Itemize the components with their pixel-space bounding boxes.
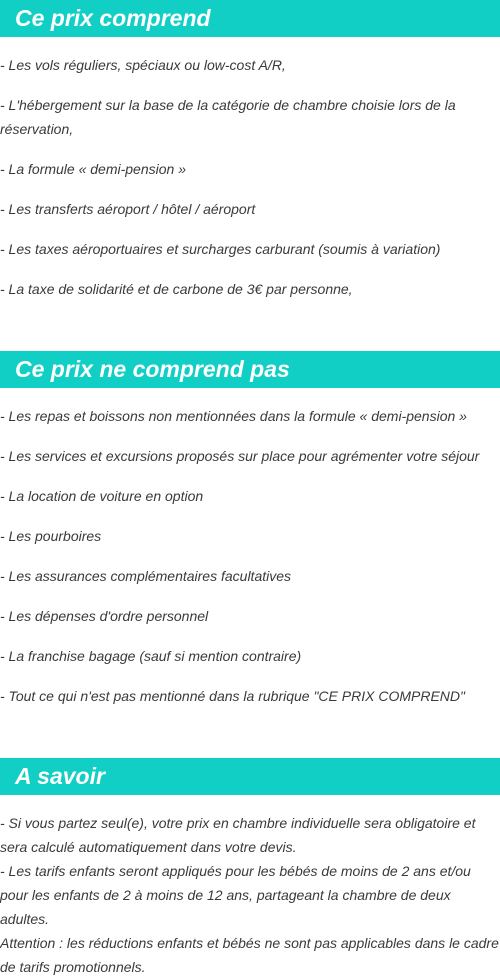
section-good-to-know-title: A savoir — [0, 758, 500, 795]
list-item: - Les assurances complémentaires facultatives — [0, 568, 292, 584]
section-included-title: Ce prix comprend — [0, 0, 500, 37]
list-item: - Les services et excursions proposés sur place pour agrémenter votre séjour — [0, 448, 480, 464]
list-item: - La formule « demi-pension » — [0, 161, 186, 177]
list-item: - Les transferts aéroport / hôtel / aéroport — [0, 201, 256, 217]
list-item: - Tout ce qui n'est pas mentionné dans la rubrique "CE PRIX COMPREND" — [0, 688, 465, 704]
list-item: Attention : les réductions enfants et bébés ne sont pas applicables dans le cadre de tarifs promotionnels. — [0, 935, 499, 975]
good-to-know-list — [0, 795, 500, 979]
section-included — [0, 0, 500, 301]
not-included-list — [0, 388, 500, 708]
list-item: - Les taxes aéroportuaires et surcharges carburant (soumis à variation) — [0, 241, 441, 257]
list-item: - Les vols réguliers, spéciaux ou low-cost A/R, — [0, 57, 286, 73]
included-list — [0, 37, 500, 301]
list-item: - Les dépenses d'ordre personnel — [0, 608, 209, 624]
list-item: - La franchise bagage (sauf si mention contraire) — [0, 648, 302, 664]
section-good-to-know — [0, 758, 500, 979]
list-item: - La taxe de solidarité et de carbone de 3€ par personne, — [0, 281, 353, 297]
list-item: - La location de voiture en option — [0, 488, 204, 504]
section-not-included-title: Ce prix ne comprend pas — [0, 351, 500, 388]
list-item: - Les tarifs enfants seront appliqués pour les bébés de moins de 2 ans et/ou pour les enfants de 2 à moins de 12 ans, partageant la chambre de deux adultes. — [0, 863, 471, 927]
list-item: - Si vous partez seul(e), votre prix en chambre individuelle sera obligatoire et sera calculé automatiquement dans votre devis. — [0, 815, 476, 855]
section-not-included — [0, 351, 500, 708]
list-item: - Les pourboires — [0, 528, 102, 544]
list-item: - L'hébergement sur la base de la catégorie de chambre choisie lors de la réservation, — [0, 97, 456, 137]
list-item: - Les repas et boissons non mentionnées dans la formule « demi-pension » — [0, 408, 467, 424]
